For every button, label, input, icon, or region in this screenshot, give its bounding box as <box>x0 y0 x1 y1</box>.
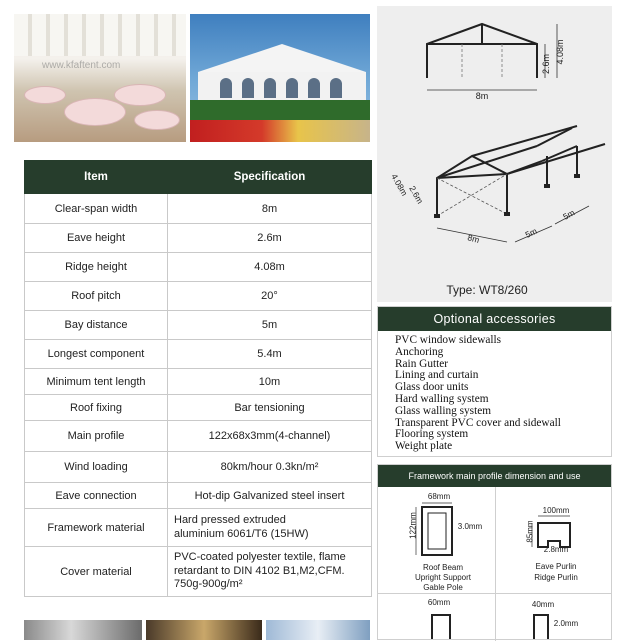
row-item: Clear-span width <box>25 194 168 224</box>
bottom-photo-3 <box>266 620 370 640</box>
main-width-label: 68mm <box>427 492 451 501</box>
purlin-use-ridge: Ridge Purlin <box>534 573 578 582</box>
iso-eave-label: 2.6m <box>407 184 426 206</box>
row-item: Cover material <box>25 547 168 597</box>
framework-title: Framework main profile dimension and use <box>378 465 611 487</box>
list-item: PVC window sidewalls <box>395 334 502 346</box>
accessories-list <box>395 335 561 453</box>
row-item: Framework material <box>25 509 168 547</box>
list-item: Glass door units <box>395 381 469 394</box>
list-item: Hard walling system <box>395 392 489 405</box>
iso-bay1-label: 5m <box>523 225 539 240</box>
main-use-upright-support: Upright Support <box>414 573 472 582</box>
type-label: Type: WT8/260 <box>446 283 528 297</box>
row-spec: 20° <box>168 282 372 311</box>
row-spec: 10m <box>168 369 372 395</box>
row-item: Wind loading <box>25 452 168 483</box>
list-item: Transparent PVC cover and sidewall <box>395 416 561 429</box>
bottom-photo-2 <box>146 620 262 640</box>
watermark: www.kfaftent.com <box>42 60 121 71</box>
table-row <box>25 395 372 421</box>
front-eave-label: 2.6m <box>541 53 551 75</box>
small-profile-icon <box>428 609 458 639</box>
table-row <box>25 340 372 369</box>
table-row <box>25 253 372 282</box>
bottom-photo-1 <box>24 620 142 640</box>
row-item: Roof pitch <box>25 282 168 311</box>
small-profile-width-label: 60mm <box>427 598 451 607</box>
table-row <box>25 282 372 311</box>
row-item: Minimum tent length <box>25 369 168 395</box>
row-spec: 5.4m <box>168 340 372 369</box>
table-row <box>25 547 372 597</box>
iso-bay2-label: 5m <box>561 207 577 222</box>
small-profile2-width-label: 40mm <box>531 600 555 609</box>
tent-exterior-photo <box>190 14 370 142</box>
main-thickness-label: 3.0mm <box>457 522 483 531</box>
tent-diagram-panel <box>377 6 612 302</box>
purlin-height-label: 85mm <box>525 520 535 543</box>
row-item: Longest component <box>25 340 168 369</box>
tent-frame-diagram <box>377 6 612 302</box>
row-spec: 4.08m <box>168 253 372 282</box>
list-item: Flooring system <box>395 428 469 441</box>
optional-accessories-panel <box>377 306 612 457</box>
small-profile2-thickness-label: 2.0mm <box>553 619 579 628</box>
purlin-thickness-label: 2.8mm <box>543 545 569 554</box>
list-item: Lining and curtain <box>395 369 479 382</box>
list-item: Weight plate <box>395 440 453 453</box>
iso-width-label: 8m <box>466 232 481 245</box>
row-item: Eave connection <box>25 483 168 509</box>
main-use-gable-pole: Gable Pole <box>423 583 463 592</box>
specification-table <box>24 160 372 597</box>
table-row <box>25 311 372 340</box>
header-specification: Specification <box>168 161 372 194</box>
row-item: Bay distance <box>25 311 168 340</box>
row-item: Roof fixing <box>25 395 168 421</box>
framework-profile-panel <box>377 464 612 640</box>
table-row <box>25 421 372 452</box>
iso-ridge-label: 4.08m <box>389 172 410 198</box>
table-row <box>25 194 372 224</box>
front-ridge-label: 4.08m <box>555 39 565 65</box>
row-spec: PVC-coated polyester textile, flame retardant to DIN 4102 B1,M2,CFM. 750g-900g/m² <box>168 547 372 597</box>
accessories-title: Optional accessories <box>378 307 611 331</box>
table-row <box>25 509 372 547</box>
purlin-width-label: 100mm <box>542 506 570 515</box>
list-item: Rain Gutter <box>395 357 449 370</box>
row-item: Main profile <box>25 421 168 452</box>
main-use-roof-beam: Roof Beam <box>422 563 464 572</box>
list-item: Glass walling system <box>395 404 492 417</box>
table-row <box>25 224 372 253</box>
table-row <box>25 452 372 483</box>
list-item: Anchoring <box>395 345 444 358</box>
row-spec: 80km/hour 0.3kn/m² <box>168 452 372 483</box>
row-spec: 2.6m <box>168 224 372 253</box>
row-spec: 5m <box>168 311 372 340</box>
header-item: Item <box>25 161 168 194</box>
table-row <box>25 369 372 395</box>
row-spec: Bar tensioning <box>168 395 372 421</box>
row-item: Ridge height <box>25 253 168 282</box>
table-row <box>25 483 372 509</box>
row-spec: 8m <box>168 194 372 224</box>
row-spec: 122x68x3mm(4-channel) <box>168 421 372 452</box>
purlin-use-eave: Eave Purlin <box>535 562 577 571</box>
banquet-hall-photo <box>14 14 186 142</box>
row-item: Eave height <box>25 224 168 253</box>
front-width-label: 8m <box>475 91 489 101</box>
main-height-label: 122mm <box>408 512 418 539</box>
row-spec: Hot-dip Galvanized steel insert <box>168 483 372 509</box>
row-spec: Hard pressed extruded aluminium 6061/T6 (15HW) <box>168 509 372 547</box>
main-profile-icon <box>408 501 488 561</box>
